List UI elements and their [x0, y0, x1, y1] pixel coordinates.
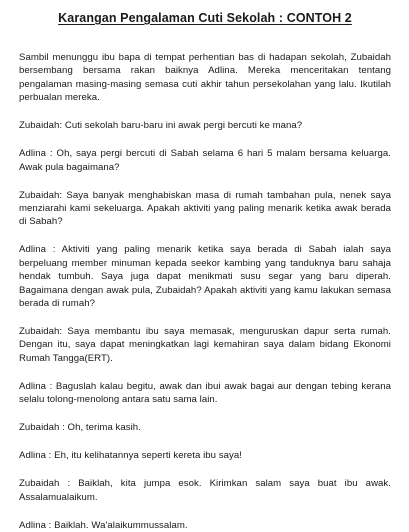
dialogue-line: Adlina : Baiklah. Wa'alaikummussalam. [19, 519, 188, 531]
document-body [19, 51, 391, 532]
dialogue-line: Zubaidah: Cuti sekolah baru-baru ini awak pergi bercuti ke mana? [19, 120, 303, 132]
dialogue-line: Adlina : Aktiviti yang paling menarik ketika saya berada di Sabah ialah saya berpeluang member minuman kepada seekor kambing yang tanduknya baru sahaja hendak tumbuh. Saya juga dapat menikmati susu segar yang baru diperah. Bagaimana dengan awak pula, Zubaidah? Apakah aktiviti yang kamu lakukan semasa berada di rumah? [19, 244, 391, 310]
dialogue-line: Adlina : Baguslah kalau begitu, awak dan ibui awak bagai aur dengan tebing kerana selalu tolong-menolong antara satu sama lain. [19, 380, 391, 406]
dialogue-line: Adlina : Oh, saya pergi bercuti di Sabah selama 6 hari 5 malam bersama keluarga. Awak pula bagaimana? [19, 148, 391, 173]
dialogue-line: Zubaidah : Baiklah, kita jumpa esok. Kirimkan salam saya buat ibu awak. Assalamualaikum. [19, 478, 391, 503]
dialogue-line: Zubaidah: Saya banyak menghabiskan masa di rumah tambahan pula, nenek saya menziarahi kami sekeluarga. Apakah aktiviti yang paling menarik ketika awak berada di Sabah? [19, 189, 391, 228]
dialogue-line: Adlina : Eh, itu kelihatannya seperti kereta ibu saya! [19, 450, 242, 462]
intro-paragraph: Sambil menunggu ibu bapa di tempat perhentian bas di hadapan sekolah, Zubaidah bersembang bersama rakan baiknya Adlina. Mereka menceritakan tentang pengalaman masing-masing semasa cuti akhir tahun persekolahan yang lalu. Ikutilah perbualan mereka. [19, 52, 391, 104]
dialogue-line: Zubaidah: Saya membantu ibu saya memasak, menguruskan dapur serta rumah. Dengan itu, saya dapat meningkatkan lagi kemahiran saya dalam bidang Ekonomi Rumah Tangga(ERT). [19, 326, 391, 364]
dialogue-line: Zubaidah : Oh, terima kasih. [19, 422, 141, 434]
document-title: Karangan Pengalaman Cuti Sekolah : CONTOH 2 [58, 11, 352, 25]
